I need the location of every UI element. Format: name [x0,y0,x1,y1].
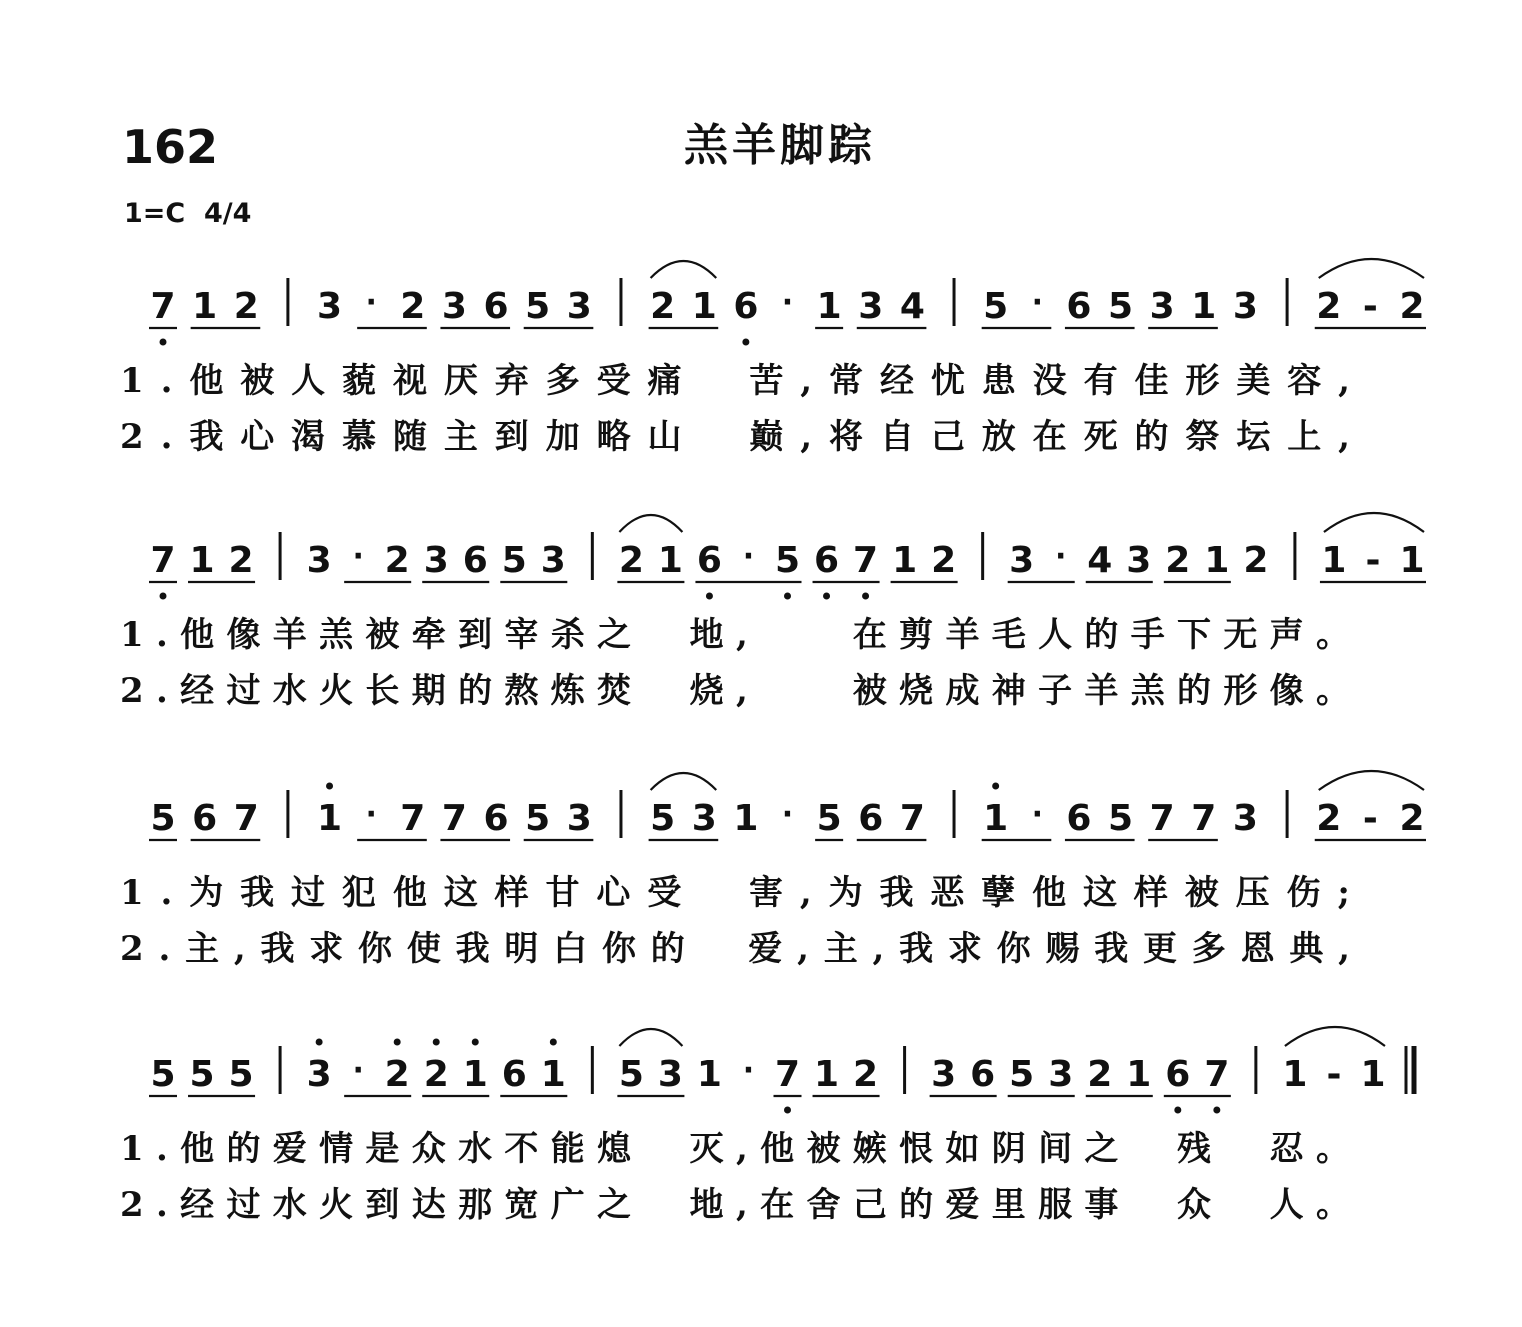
note: 5 [150,1054,176,1095]
note: 2 [384,540,410,581]
lyric-verse-1: 1.他的爱情是众水不能熄 灭,他被嫉恨如阴间之 残 忍。 [120,1129,1351,1169]
note: 5 [816,798,842,839]
note: 1 [983,798,1009,839]
note: 2 [1316,798,1342,839]
note: 1 [1360,1054,1386,1095]
lyric-verse-2: 2.我心渴慕随主到加略山 巅,将自己放在死的祭坛上, [120,417,1350,457]
note: 7 [774,1054,801,1095]
dotted-rhythm: · [352,539,364,574]
key-signature: 1=C 4/4 [124,198,252,229]
note: 5 [189,1054,215,1095]
note: 6 [1165,1054,1191,1095]
dotted-rhythm: · [781,285,794,320]
slur [651,773,717,790]
note: 6 [696,540,722,581]
slur [619,1029,682,1046]
notation-line [120,513,1426,711]
note: 2 [1399,286,1425,327]
note: 3 [1048,1054,1074,1095]
note: 3 [317,286,343,327]
note: 2 [233,286,259,327]
note: 6 [192,798,218,839]
notation-lines [120,259,1426,1225]
dotted-rhythm: · [1031,285,1044,320]
lyric-verse-2: 2.经过水火长期的熬炼焚 烧, 被烧成神子羊羔的形像。 [120,671,1351,711]
hold-dash: - [1365,540,1381,581]
note: 5 [774,540,801,581]
tie [1319,771,1424,790]
note: 2 [650,286,676,327]
lyric-verse-1: 1.他像羊羔被牵到宰杀之 地, 在剪羊毛人的手下无声。 [120,615,1351,655]
dotted-rhythm: · [742,1053,755,1088]
note: 7 [233,798,259,839]
hold-dash: - [1362,286,1378,327]
note: 3 [306,1054,332,1095]
note: 3 [566,798,592,839]
note: 1 [462,1054,488,1095]
octave-up-dot [472,1039,479,1046]
dotted-rhythm: · [742,539,755,574]
note: 3 [1232,798,1258,839]
octave-down-dot [784,1107,791,1114]
octave-down-dot [706,593,713,600]
note: 4 [1087,540,1113,581]
note: 3 [1009,540,1035,581]
note: 5 [1108,286,1134,327]
octave-down-dot [742,339,749,346]
note: 1 [192,286,218,327]
note: 1 [540,1054,566,1095]
note: 5 [1108,798,1134,839]
note: 6 [814,540,840,581]
note: 5 [501,540,527,581]
tie [1319,259,1424,278]
octave-up-dot [326,783,333,790]
note: 6 [462,540,488,581]
note: 2 [853,1054,879,1095]
note: 2 [1243,540,1269,581]
hold-dash: - [1326,1054,1342,1095]
note: 6 [1066,286,1092,327]
note: 1 [1282,1054,1308,1095]
note: 2 [618,540,644,581]
octave-up-dot [394,1039,401,1046]
slur [619,515,682,532]
note: 2 [1399,798,1425,839]
lyric-verse-2: 2.主,我求你使我明白你的 爱,主,我求你赐我更多恩典, [120,929,1350,969]
note: 7 [853,540,879,581]
note: 2 [400,286,426,327]
note: 5 [228,1054,254,1095]
lyric-verse-2: 2.经过水火到达那宽广之 地,在舍己的爱里服事 众 人。 [120,1185,1351,1225]
note: 1 [1126,1054,1152,1095]
note: 1 [189,540,215,581]
note: 1 [1204,540,1230,581]
octave-down-dot [1213,1107,1220,1114]
note: 7 [1204,1054,1230,1095]
hymn-title: 羔羊脚踪 [684,120,876,171]
note: 7 [400,798,426,839]
note: 3 [1126,540,1152,581]
note: 5 [650,798,676,839]
octave-down-dot [862,593,869,600]
note: 2 [1165,540,1191,581]
note: 5 [1009,1054,1035,1095]
note: 7 [150,540,176,581]
note: 3 [657,1054,683,1095]
note: 7 [1191,798,1217,839]
note: 1 [696,1054,722,1095]
note: 5 [525,286,551,327]
note: 2 [384,1054,410,1095]
note: 2 [1087,1054,1113,1095]
dotted-rhythm: · [1031,797,1044,832]
note: 7 [899,798,925,839]
note: 1 [1321,540,1347,581]
note: 1 [733,798,759,839]
note: 1 [317,798,343,839]
note: 3 [1232,286,1258,327]
note: 3 [441,286,467,327]
octave-down-dot [823,593,830,600]
note: 3 [691,798,717,839]
note: 2 [1316,286,1342,327]
note: 5 [525,798,551,839]
note: 2 [228,540,254,581]
notation-line [120,771,1426,969]
dotted-rhythm: · [365,797,377,832]
note: 6 [1066,798,1092,839]
note: 6 [483,286,509,327]
note: 1 [657,540,683,581]
note: 3 [1149,286,1175,327]
dotted-rhythm: · [365,285,377,320]
note: 3 [566,286,592,327]
hold-dash: - [1362,798,1378,839]
octave-up-dot [550,1039,557,1046]
note: 7 [150,286,176,327]
note: 3 [858,286,884,327]
note: 3 [306,540,332,581]
dotted-rhythm: · [781,797,794,832]
lyric-verse-1: 1.他被人藐视厌弃多受痛 苦,常经忧患没有佳形美容, [120,361,1350,401]
octave-up-dot [992,783,999,790]
note: 6 [858,798,884,839]
note: 1 [816,286,842,327]
note: 1 [1399,540,1425,581]
note: 5 [150,798,176,839]
note: 7 [1149,798,1175,839]
note: 6 [483,798,509,839]
slur [651,261,717,278]
note: 3 [931,1054,957,1095]
notation-line [120,259,1426,457]
octave-down-dot [1174,1107,1181,1114]
note: 5 [983,286,1009,327]
tie [1285,1027,1385,1046]
notation-line [120,1027,1414,1225]
dotted-rhythm: · [352,1053,364,1088]
lyric-verse-1: 1.为我过犯他这样甘心受 害,为我恶孽他这样被压伤; [120,873,1350,913]
note: 1 [691,286,717,327]
note: 2 [931,540,957,581]
octave-down-dot [160,593,167,600]
note: 1 [814,1054,840,1095]
dotted-rhythm: · [1055,539,1067,574]
note: 3 [540,540,566,581]
note: 6 [733,286,759,327]
note: 7 [441,798,467,839]
note: 2 [423,1054,449,1095]
note: 3 [423,540,449,581]
note: 6 [970,1054,996,1095]
hymn-number: 162 [122,120,219,174]
note: 4 [899,286,925,327]
note: 5 [618,1054,644,1095]
note: 1 [892,540,918,581]
octave-up-dot [433,1039,440,1046]
tie [1324,513,1424,532]
octave-down-dot [160,339,167,346]
octave-down-dot [784,593,791,600]
octave-up-dot [316,1039,323,1046]
note: 1 [1191,286,1217,327]
note: 6 [501,1054,527,1095]
